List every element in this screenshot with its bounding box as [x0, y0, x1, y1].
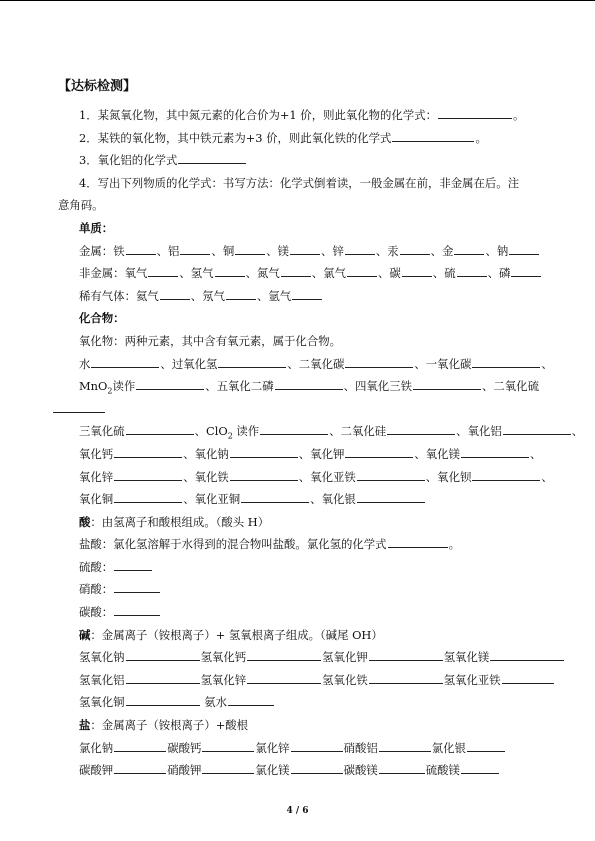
- item-label: 碳酸钾: [79, 763, 114, 778]
- answer-blank[interactable]: [114, 602, 160, 616]
- noble-label: 稀有气体：: [79, 288, 136, 303]
- subscript: 2: [227, 431, 233, 441]
- item-label: 铝: [168, 243, 180, 258]
- item-label: MnO: [79, 379, 108, 394]
- noble-gases-row: 稀有气体：氦气 、氖气 、氩气: [58, 285, 550, 308]
- salts-row-2: [58, 759, 550, 782]
- item-label: 氢氧化镁: [443, 650, 490, 665]
- answer-blank[interactable]: [230, 444, 298, 458]
- item-label: 铜: [222, 243, 235, 258]
- item-label: 二氧化硅: [340, 424, 387, 439]
- answer-blank[interactable]: [228, 692, 274, 706]
- metals-row: 金属：铁 、铝 、铜 、镁 、锌 、汞 、金 、钠: [58, 240, 550, 263]
- answer-blank[interactable]: [467, 738, 505, 752]
- item-label: 氢氧化锌: [200, 672, 247, 687]
- answer-blank[interactable]: [136, 376, 204, 390]
- answer-blank[interactable]: [215, 263, 245, 277]
- answer-blank[interactable]: [114, 489, 182, 503]
- item-label: 汞: [387, 243, 399, 258]
- item-label: 过氧化氢: [171, 356, 218, 371]
- answer-blank[interactable]: [292, 286, 322, 300]
- bases-heading: 碱: [79, 627, 91, 642]
- item-label: 氧化钙: [79, 446, 114, 461]
- answer-blank[interactable]: [126, 421, 194, 435]
- answer-blank[interactable]: [357, 489, 425, 503]
- answer-blank[interactable]: [178, 150, 246, 164]
- item-label: 氦气: [135, 288, 159, 303]
- answer-blank[interactable]: [357, 467, 425, 481]
- oxides-row-2: MnO$_2$读作 、五氧化二磷 、四氧化三铁 、二氧化硫: [58, 375, 550, 398]
- item-label: 硫: [444, 266, 456, 281]
- answer-blank[interactable]: [126, 241, 156, 255]
- item-label: 氢氧化钙: [200, 650, 247, 665]
- item-label: 三氧化硫: [79, 424, 125, 439]
- answer-blank[interactable]: [472, 467, 540, 481]
- oxides-row-2-cont: [52, 398, 550, 421]
- answer-blank[interactable]: [472, 354, 540, 368]
- item-label: 氯化银: [431, 740, 466, 755]
- item-label: 氖气: [202, 288, 225, 303]
- question-4-line1: 4．写出下列物质的化学式：书写方法：化学式倒着读，一般金属在前，非金属在后。注: [79, 175, 520, 190]
- item-label: 氯化镁: [255, 763, 290, 778]
- worksheet: [58, 74, 584, 782]
- item-label: 硝酸钾: [167, 763, 202, 778]
- item-label: 氧化钡: [437, 469, 472, 484]
- item-label: 碳: [389, 266, 401, 281]
- item-label: 一氧化碳: [425, 356, 472, 371]
- item-label: 硝酸铝: [343, 740, 378, 755]
- item-label: 碳酸：: [79, 605, 114, 620]
- item-label: 二氧化碳: [298, 356, 345, 371]
- answer-blank[interactable]: [490, 647, 564, 661]
- question-3: [58, 149, 550, 172]
- item-label: 氢氧化钾: [322, 650, 368, 665]
- section-title: 【达标检测】: [58, 79, 137, 94]
- answer-blank[interactable]: [379, 760, 425, 774]
- answer-blank[interactable]: [218, 354, 286, 368]
- question-4-line2: 意角码。: [58, 198, 104, 213]
- page-number: 4 / 6: [286, 806, 309, 816]
- item-label: 四氧化三铁: [355, 379, 412, 394]
- bases-row-1: [58, 646, 550, 669]
- item-label: 碳酸钙: [167, 740, 202, 755]
- item-label: 氧化铜: [79, 492, 114, 507]
- item-label: 硝酸：: [79, 582, 114, 597]
- answer-blank[interactable]: [53, 399, 105, 413]
- answer-blank[interactable]: [502, 670, 554, 684]
- answer-blank[interactable]: [160, 286, 190, 300]
- answer-blank[interactable]: [291, 738, 343, 752]
- answer-blank[interactable]: [345, 354, 413, 368]
- answer-blank[interactable]: [509, 241, 539, 255]
- q3-text: 3．氧化铝的化学式: [79, 153, 178, 168]
- item-label: 氮气: [256, 266, 280, 281]
- item-label: 氧化银: [321, 492, 356, 507]
- answer-blank[interactable]: [461, 444, 529, 458]
- q1-end: 。: [513, 108, 525, 122]
- item-label: 氢气: [190, 266, 214, 281]
- answer-blank[interactable]: [400, 241, 430, 255]
- top-rule: [0, 0, 595, 1]
- answer-blank[interactable]: [114, 738, 166, 752]
- answer-blank[interactable]: [290, 241, 320, 255]
- bases-def: ：金属离子（铵根离子）+ 氢氧根离子组成。（碱尾 OH）: [90, 627, 383, 642]
- nonmetals-label: 非金属：: [79, 266, 125, 281]
- item-label: 氢氧化亚铁: [443, 672, 501, 687]
- salts-definition: [58, 714, 550, 737]
- answer-blank[interactable]: [126, 670, 200, 684]
- q2-end: 。: [475, 130, 487, 145]
- salts-def: ：金属离子（铵根离子）+酸根: [90, 718, 249, 733]
- answer-blank[interactable]: [369, 670, 443, 684]
- answer-blank[interactable]: [202, 760, 254, 774]
- item-label: 硫酸镁: [425, 763, 460, 778]
- item-label: 金: [442, 243, 454, 258]
- answer-blank[interactable]: [347, 263, 377, 277]
- answer-blank[interactable]: [226, 286, 256, 300]
- answer-blank[interactable]: [114, 467, 182, 481]
- item-label: 读作: [112, 379, 136, 394]
- answer-blank[interactable]: [388, 534, 448, 548]
- answer-blank[interactable]: [454, 241, 484, 255]
- item-label: 氢氧化钠: [79, 650, 125, 665]
- answer-blank[interactable]: [235, 241, 265, 255]
- item-label: 氧化镁: [425, 446, 460, 461]
- item-label: 碳酸镁: [343, 763, 378, 778]
- item-label: 磷: [499, 266, 511, 281]
- item-label: 锌: [332, 243, 344, 258]
- item-label: 氧气: [124, 266, 148, 281]
- item-label: 氢氧化铝: [79, 672, 125, 687]
- question-2: [58, 127, 550, 150]
- item-label: 二氧化硫: [493, 379, 539, 394]
- answer-blank[interactable]: [247, 647, 321, 661]
- answer-blank[interactable]: [345, 444, 413, 458]
- answer-blank[interactable]: [402, 263, 432, 277]
- answer-blank[interactable]: [202, 738, 254, 752]
- oxides-row-5: 氧化锌 、氧化铁 、氧化亚铁 、氧化钡 、: [58, 466, 550, 489]
- answer-blank[interactable]: [247, 670, 321, 684]
- question-1: [58, 104, 550, 127]
- answer-blank[interactable]: [180, 241, 210, 255]
- elements-heading: 单质：: [79, 220, 114, 235]
- answer-blank[interactable]: [387, 421, 455, 435]
- bases-row-3: [58, 691, 550, 714]
- q1-text: 1．某氮氧化物，其中氮元素的化合价为+1 价，则此氧化物的化学式：: [79, 108, 437, 122]
- item-label: 氩气: [268, 288, 292, 303]
- answer-blank[interactable]: [461, 760, 499, 774]
- answer-blank[interactable]: [379, 738, 431, 752]
- item-label: 钠: [496, 243, 509, 258]
- item-label: 五氧化二磷: [216, 379, 274, 394]
- answer-blank[interactable]: [392, 128, 474, 142]
- hcl-row: 盐酸：氯化氢溶解于水得到的混合物叫盐酸。氯化氢的化学式 。: [58, 533, 550, 556]
- answer-blank[interactable]: [126, 647, 200, 661]
- acids-heading: 酸: [79, 514, 91, 529]
- item-label: 铁: [113, 243, 125, 258]
- acid-item: [58, 601, 550, 624]
- answer-blank[interactable]: [275, 376, 343, 390]
- salts-heading: 盐: [79, 718, 91, 733]
- q2-text: 2．某铁的氧化物，其中铁元素为+3 价，则此氧化铁的化学式: [79, 130, 392, 145]
- oxide-definition: 氧化物：两种元素，其中含有氧元素，属于化合物。: [79, 333, 341, 348]
- salts-row-1: [58, 737, 550, 760]
- oxides-row-4: 氧化钙 、氧化钠 、氧化钾 、氧化镁 、: [58, 443, 550, 466]
- answer-blank[interactable]: [230, 467, 298, 481]
- answer-blank[interactable]: [345, 241, 375, 255]
- answer-blank[interactable]: [511, 263, 541, 277]
- item-label: 氯化钠: [79, 740, 114, 755]
- item-label: 硫酸：: [79, 559, 114, 574]
- answer-blank[interactable]: [369, 647, 443, 661]
- oxides-row-1: 水 、过氧化氢 、二氧化碳 、一氧化碳 、: [58, 353, 550, 376]
- item-label: 镁: [277, 243, 290, 258]
- answer-blank[interactable]: [114, 444, 182, 458]
- answer-blank[interactable]: [438, 105, 512, 119]
- metals-label: 金属：: [79, 243, 114, 258]
- item-label: 氧化亚铜: [194, 492, 241, 507]
- answer-blank[interactable]: [503, 421, 571, 435]
- item-label: 氧化锌: [79, 469, 114, 484]
- answer-blank[interactable]: [281, 263, 311, 277]
- subscript: 2: [107, 386, 113, 396]
- acid-item: [58, 578, 550, 601]
- item-label: 氯气: [323, 266, 346, 281]
- item-label: 氨水: [204, 695, 227, 710]
- answer-blank[interactable]: [291, 760, 343, 774]
- answer-blank[interactable]: [260, 421, 328, 435]
- item-label: 氢氧化铁: [322, 672, 368, 687]
- item-label: 氧化铝: [467, 424, 502, 439]
- item-label: 读作: [232, 424, 260, 439]
- answer-blank[interactable]: [148, 263, 178, 277]
- answer-blank[interactable]: [413, 376, 481, 390]
- acid-item: [58, 556, 550, 579]
- nonmetals-row: 非金属：氧气 、氢气 、氮气 、氯气 、碳 、硫 、磷: [58, 262, 550, 285]
- oxides-row-6: 氧化铜 、氧化亚铜 、氧化银: [58, 488, 550, 511]
- answer-blank[interactable]: [126, 692, 200, 706]
- compounds-heading: 化合物：: [79, 311, 125, 326]
- answer-blank[interactable]: [91, 354, 159, 368]
- answer-blank[interactable]: [114, 579, 160, 593]
- item-label: 氧化钠: [194, 446, 229, 461]
- answer-blank[interactable]: [457, 263, 487, 277]
- acids-def: ：由氢离子和酸根组成。（酸头 H）: [90, 514, 270, 529]
- bases-definition: [58, 624, 550, 647]
- item-label: 氢氧化铜: [79, 695, 125, 710]
- item-label: 氧化铁: [194, 469, 229, 484]
- hcl-text: 盐酸：氯化氢溶解于水得到的混合物叫盐酸。氯化氢的化学式: [79, 537, 387, 552]
- answer-blank[interactable]: [114, 760, 166, 774]
- item-label: 氧化亚铁: [310, 469, 356, 484]
- item-label: 水: [79, 356, 91, 371]
- item-label: ClO: [205, 424, 228, 439]
- item-label: 氯化锌: [255, 740, 290, 755]
- bases-row-2: [58, 669, 550, 692]
- acids-definition: [58, 511, 550, 534]
- answer-blank[interactable]: [241, 489, 309, 503]
- answer-blank[interactable]: [114, 557, 152, 571]
- oxides-row-3: 三氧化硫 、ClO$_2$ 读作 、二氧化硅 、氧化铝 、: [58, 420, 550, 443]
- item-label: 氧化钾: [310, 446, 345, 461]
